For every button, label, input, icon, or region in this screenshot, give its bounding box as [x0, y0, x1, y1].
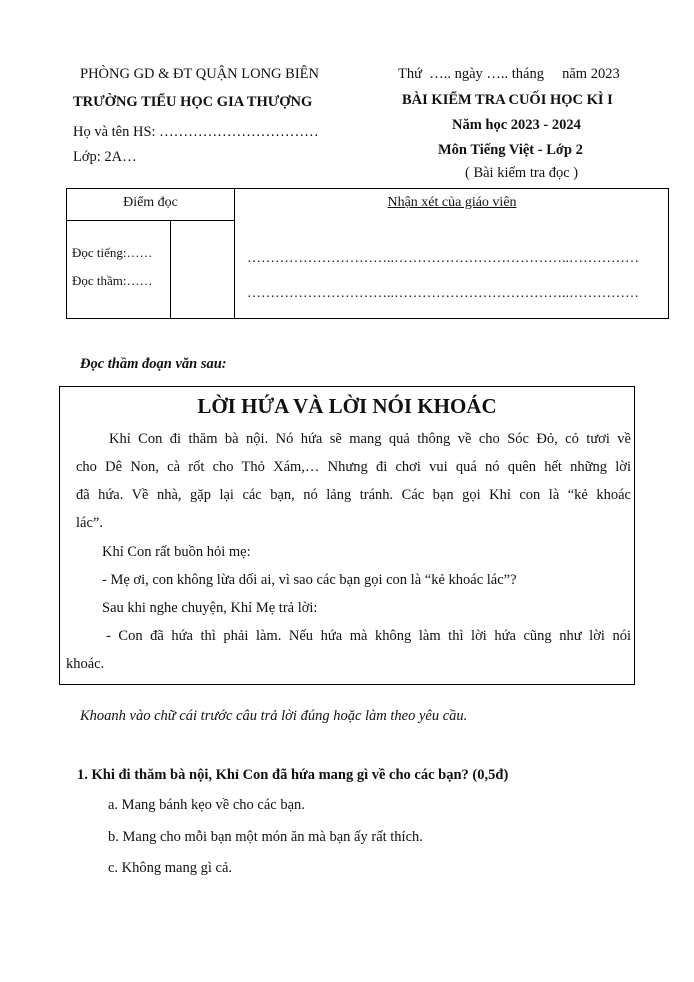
- passage-line: - Con đã hứa thì phải làm. Nếu hứa mà không làm thì lời hứa cũng như lời nói: [106, 628, 631, 644]
- class-field[interactable]: Lớp: 2A…: [73, 149, 137, 165]
- subject-line: Môn Tiếng Việt - Lớp 2: [438, 142, 583, 158]
- grade-table: [66, 188, 669, 319]
- passage-title: LỜI HỨA VÀ LỜI NÓI KHOÁC: [197, 394, 497, 418]
- passage-line: cho Dê Non, cà rốt cho Thỏ Xám,… Nhưng đi chơi vui quá nó quên hết những lời: [76, 459, 631, 475]
- passage-box: [59, 386, 635, 685]
- passage-line: - Mẹ ơi, con không lừa dối ai, vì sao các bạn gọi con là “kẻ khoác lác”?: [102, 572, 517, 588]
- school-year: Năm học 2023 - 2024: [452, 117, 581, 133]
- reading-instruction: Đọc thầm đoạn văn sau:: [80, 356, 227, 372]
- question-1-option-b[interactable]: b. Mang cho mỗi bạn một món ăn mà bạn ấy rất thích.: [108, 829, 423, 845]
- comment-header: Nhận xét của giáo viên: [387, 195, 517, 210]
- passage-line: Khỉ Con đi thăm bà nội. Nó hứa sẽ mang quả thông về cho Sóc Đỏ, cỏ tươi về: [109, 431, 631, 447]
- question-1-option-c[interactable]: c. Không mang gì cả.: [108, 860, 233, 876]
- question-1-text: 1. Khi đi thăm bà nội, Khỉ Con đã hứa mang gì về cho các bạn? (0,5đ): [77, 767, 509, 783]
- passage-line: lác”.: [76, 515, 103, 531]
- table-divider: [67, 220, 234, 221]
- reading-aloud-score[interactable]: Đọc tiếng:……: [72, 245, 153, 260]
- score-header: Điểm đọc: [123, 195, 178, 210]
- reading-silent-score[interactable]: Đọc thầm:……: [72, 273, 153, 288]
- exam-title: BÀI KIỂM TRA CUỐI HỌC KÌ I: [402, 92, 613, 108]
- exam-type: ( Bài kiểm tra đọc ): [465, 165, 579, 181]
- passage-line: đã hứa. Về nhà, gặp lại các bạn, nó lảng tránh. Các bạn gọi Khỉ con là “kẻ khoác: [76, 487, 631, 503]
- passage-line: khoác.: [66, 656, 105, 672]
- question-1-option-a[interactable]: a. Mang bánh kẹo về cho các bạn.: [108, 797, 305, 813]
- answer-instruction: Khoanh vào chữ cái trước câu trả lời đúng hoặc làm theo yêu cầu.: [80, 708, 468, 724]
- passage-line: Khỉ Con rất buồn hỏi mẹ:: [102, 544, 251, 560]
- school-name: TRƯỜNG TIỂU HỌC GIA THƯỢNG: [73, 94, 313, 110]
- table-divider: [170, 221, 171, 318]
- date-line: Thứ ….. ngày ….. tháng năm 2023: [398, 66, 620, 82]
- student-name-field[interactable]: Họ và tên HS: ……………………………: [73, 124, 319, 140]
- comment-line[interactable]: …………………………..………………………………..……………: [247, 251, 639, 266]
- department-name: PHÒNG GD & ĐT QUẬN LONG BIÊN: [80, 66, 319, 82]
- comment-line[interactable]: …………………………..………………………………..……………: [247, 286, 639, 301]
- passage-line: Sau khi nghe chuyện, Khỉ Mẹ trả lời:: [102, 600, 318, 616]
